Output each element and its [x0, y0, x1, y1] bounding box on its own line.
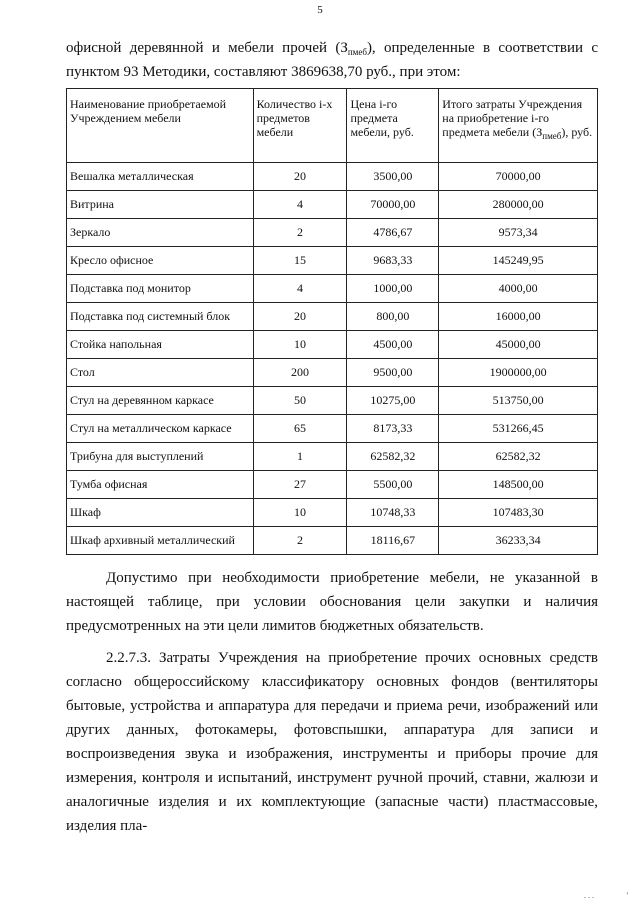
- table-row: [67, 191, 598, 219]
- cell-total: 36233,34: [439, 527, 598, 555]
- header-qty: Количество i-х предметов мебели: [253, 89, 347, 163]
- cell-qty: 200: [253, 359, 347, 387]
- cell-price: 8173,33: [347, 415, 439, 443]
- cell-name: Подставка под системный блок: [67, 303, 254, 331]
- intro-paragraph: [66, 36, 598, 84]
- cell-total: 62582,32: [439, 443, 598, 471]
- intro-line1-rest: ), определенные в соответствии с: [366, 40, 599, 56]
- cell-price: 5500,00: [347, 471, 439, 499]
- cell-name: Трибуна для выступлений: [67, 443, 254, 471]
- cell-qty: 4: [253, 191, 347, 219]
- intro-subscript: пмеб: [347, 47, 367, 57]
- cell-total: 4000,00: [439, 275, 598, 303]
- header-total-subscript: пмеб: [542, 131, 562, 141]
- cell-total: 531266,45: [439, 415, 598, 443]
- table-row: [67, 303, 598, 331]
- header-total-tail: ), руб.: [561, 125, 593, 139]
- table-row: [67, 331, 598, 359]
- cell-price: 18116,67: [347, 527, 439, 555]
- table-row: [67, 359, 598, 387]
- cell-price: 800,00: [347, 303, 439, 331]
- cell-qty: 65: [253, 415, 347, 443]
- cell-total: 513750,00: [439, 387, 598, 415]
- header-total-text: Итого затраты Учреждения на приобретение i-го предмета мебели (З: [442, 97, 583, 139]
- body-text: [66, 566, 598, 846]
- header-total: [439, 89, 598, 163]
- page-number: 5: [317, 4, 323, 16]
- cell-price: 9500,00: [347, 359, 439, 387]
- cell-qty: 1: [253, 443, 347, 471]
- table-body: [67, 163, 598, 555]
- cell-price: 1000,00: [347, 275, 439, 303]
- cell-total: 16000,00: [439, 303, 598, 331]
- cell-qty: 20: [253, 163, 347, 191]
- furniture-cost-table: [66, 88, 598, 555]
- cell-name: Кресло офисное: [67, 247, 254, 275]
- cell-name: Стол: [67, 359, 254, 387]
- cell-price: 3500,00: [347, 163, 439, 191]
- cell-qty: 15: [253, 247, 347, 275]
- header-name: Наименование приобретаемой Учреждением мебели: [67, 89, 254, 163]
- table-header-row: [67, 89, 598, 163]
- table-row: [67, 247, 598, 275]
- cell-total: 9573,34: [439, 219, 598, 247]
- cell-name: Шкаф архивный металлический: [67, 527, 254, 555]
- cell-name: Шкаф: [67, 499, 254, 527]
- cell-total: 45000,00: [439, 331, 598, 359]
- table-row: [67, 443, 598, 471]
- cell-price: 10748,33: [347, 499, 439, 527]
- cell-total: 107483,30: [439, 499, 598, 527]
- cell-name: Стойка напольная: [67, 331, 254, 359]
- table-row: [67, 471, 598, 499]
- paragraph-note: Допустимо при необходимости приобретение мебели, не указанной в настоящей таблице, при условии обоснования цели закупки и наличия предусмотренных на эти цели лимитов бюджетных обязательств.: [66, 570, 598, 634]
- footer-mark: ...: [584, 891, 596, 900]
- footer-mark-2: ': [626, 891, 628, 900]
- cell-price: 70000,00: [347, 191, 439, 219]
- paragraph-2-2-7-3: 2.2.7.3. Затраты Учреждения на приобретение прочих основных средств согласно общероссийскому классификатору основных фондов (вентиляторы бытовые, устройства и аппаратура для передачи и приема речи, изображений или других данных, фотокамеры, фотовспышки, аппаратура для записи и воспроизведения звука и изображения, инструменты и приборы прочие для измерения, контроля и испытаний, инструмент ручной прочий, ставни, жалюзи и аналогичные изделия и их комплектующие (запасные части) пластмассовые, изделия пла-: [66, 650, 598, 834]
- cell-total: 145249,95: [439, 247, 598, 275]
- cell-total: 280000,00: [439, 191, 598, 219]
- cell-total: 1900000,00: [439, 359, 598, 387]
- cell-qty: 10: [253, 499, 347, 527]
- cell-name: Подставка под монитор: [67, 275, 254, 303]
- table-row: [67, 527, 598, 555]
- table-row: [67, 163, 598, 191]
- cell-qty: 27: [253, 471, 347, 499]
- cell-price: 10275,00: [347, 387, 439, 415]
- table-row: [67, 415, 598, 443]
- cell-qty: 2: [253, 219, 347, 247]
- intro-line1: офисной деревянной и мебели прочей (З: [66, 40, 348, 56]
- cell-qty: 2: [253, 527, 347, 555]
- cell-price: 4500,00: [347, 331, 439, 359]
- cell-name: Зеркало: [67, 219, 254, 247]
- table-row: [67, 219, 598, 247]
- table-row: [67, 387, 598, 415]
- cell-total: 148500,00: [439, 471, 598, 499]
- table-row: [67, 499, 598, 527]
- cell-name: Вешалка металлическая: [67, 163, 254, 191]
- cell-qty: 10: [253, 331, 347, 359]
- cell-price: 62582,32: [347, 443, 439, 471]
- cell-qty: 20: [253, 303, 347, 331]
- cell-qty: 4: [253, 275, 347, 303]
- cell-name: Тумба офисная: [67, 471, 254, 499]
- cell-qty: 50: [253, 387, 347, 415]
- cell-name: Витрина: [67, 191, 254, 219]
- cell-price: 9683,33: [347, 247, 439, 275]
- header-price: Цена i-го предмета мебели, руб.: [347, 89, 439, 163]
- cell-name: Стул на деревянном каркасе: [67, 387, 254, 415]
- cell-total: 70000,00: [439, 163, 598, 191]
- cell-name: Стул на металлическом каркасе: [67, 415, 254, 443]
- cell-price: 4786,67: [347, 219, 439, 247]
- intro-line2: пунктом 93 Методики, составляют 3869638,70 руб., при этом:: [66, 64, 461, 80]
- table-row: [67, 275, 598, 303]
